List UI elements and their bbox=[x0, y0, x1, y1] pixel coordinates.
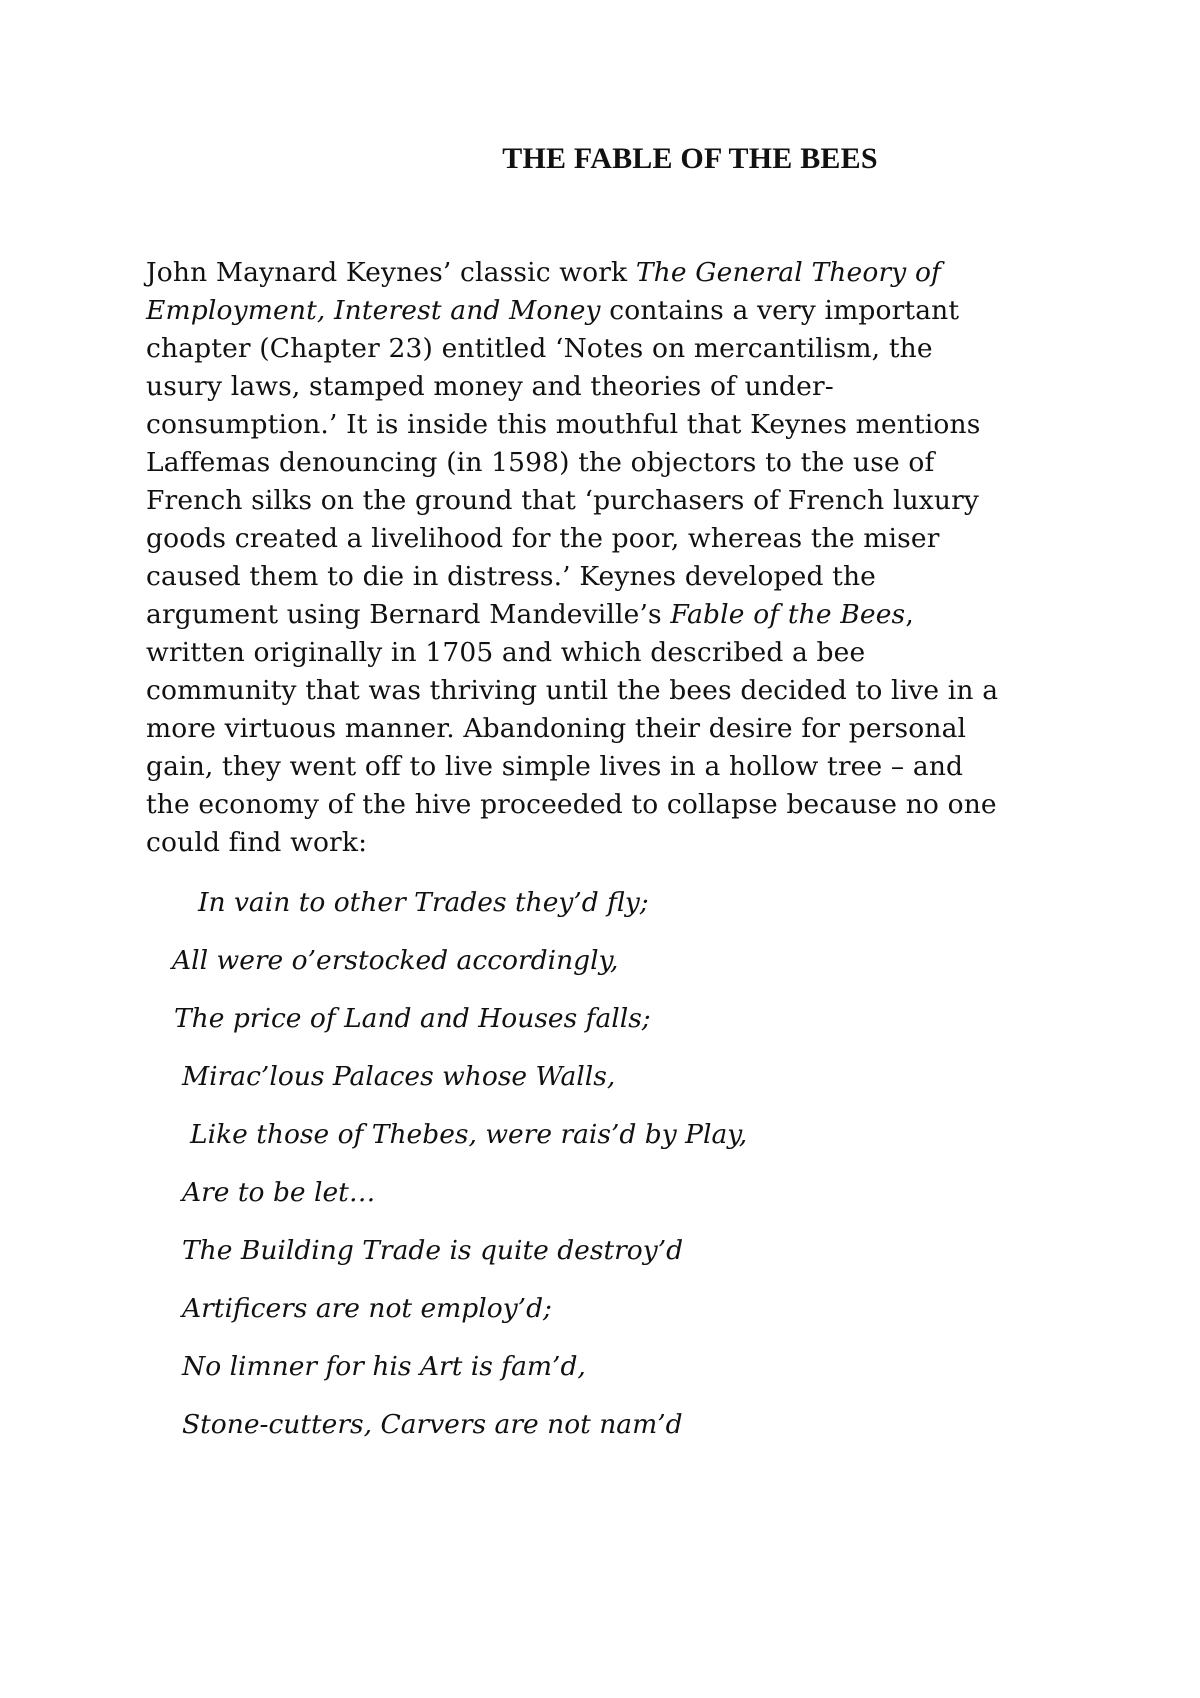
paragraph-line bbox=[146, 710, 1076, 748]
text-run: Laffemas denouncing (in 1598) the objectors to the use of bbox=[146, 447, 935, 478]
document-title: THE FABLE OF THE BEES bbox=[502, 142, 878, 175]
text-run: consumption.’ It is inside this mouthful that Keynes mentions bbox=[146, 409, 981, 440]
verse-line: The price of Land and Houses falls; bbox=[174, 1003, 651, 1034]
paragraph-line bbox=[146, 748, 1076, 786]
text-run: community that was thriving until the bees decided to live in a bbox=[146, 675, 999, 706]
paragraph-line bbox=[146, 254, 1076, 292]
text-run: argument using Bernard Mandeville’s bbox=[146, 599, 671, 630]
paragraph-line bbox=[146, 520, 1076, 558]
text-run: , bbox=[905, 599, 914, 630]
paragraph-line bbox=[146, 634, 1076, 672]
paragraph-line bbox=[146, 292, 1076, 330]
text-run: usury laws, stamped money and theories of under- bbox=[146, 371, 834, 402]
text-run: more virtuous manner. Abandoning their desire for personal bbox=[146, 713, 967, 744]
verse-line: No limner for his Art is fam’d, bbox=[182, 1351, 586, 1382]
verse-line: Are to be let… bbox=[182, 1177, 376, 1208]
verse-line: Stone-cutters, Carvers are not nam’d bbox=[182, 1409, 683, 1440]
italic-text: Fable of the Bees bbox=[670, 599, 906, 630]
paragraph-line bbox=[146, 482, 1076, 520]
paragraph-line bbox=[146, 444, 1076, 482]
paragraph-line bbox=[146, 672, 1076, 710]
paragraph-line bbox=[146, 330, 1076, 368]
verse-line: All were o’erstocked accordingly, bbox=[172, 945, 619, 976]
text-run: could find work: bbox=[146, 827, 368, 858]
text-run: John Maynard Keynes’ classic work bbox=[146, 257, 636, 288]
paragraph-line bbox=[146, 786, 1076, 824]
text-run: gain, they went off to live simple lives in a hollow tree – and bbox=[146, 751, 964, 782]
paragraph-line bbox=[146, 406, 1076, 444]
text-run: French silks on the ground that ‘purchasers of French luxury bbox=[146, 485, 980, 516]
paragraph-line bbox=[146, 596, 1076, 634]
italic-text: Employment, Interest and Money bbox=[146, 295, 601, 326]
text-run: the economy of the hive proceeded to collapse because no one bbox=[146, 789, 997, 820]
verse-line: Like those of Thebes, were rais’d by Play, bbox=[190, 1119, 748, 1150]
text-run: chapter (Chapter 23) entitled ‘Notes on mercantilism, the bbox=[146, 333, 933, 364]
verse-line: In vain to other Trades they’d fly; bbox=[198, 887, 649, 918]
verse-line: Artificers are not employ’d; bbox=[182, 1293, 552, 1324]
verse-line: The Building Trade is quite destroy’d bbox=[182, 1235, 684, 1266]
text-run: goods created a livelihood for the poor, whereas the miser bbox=[146, 523, 940, 554]
body-paragraph bbox=[146, 254, 1076, 862]
text-run: written originally in 1705 and which described a bee bbox=[146, 637, 866, 668]
paragraph-line bbox=[146, 824, 1076, 862]
paragraph-line bbox=[146, 368, 1076, 406]
text-run: caused them to die in distress.’ Keynes developed the bbox=[146, 561, 876, 592]
italic-text: The General Theory of bbox=[635, 257, 942, 288]
text-run: contains a very important bbox=[600, 295, 960, 326]
verse-line: Mirac’lous Palaces whose Walls, bbox=[182, 1061, 616, 1092]
paragraph-line bbox=[146, 558, 1076, 596]
